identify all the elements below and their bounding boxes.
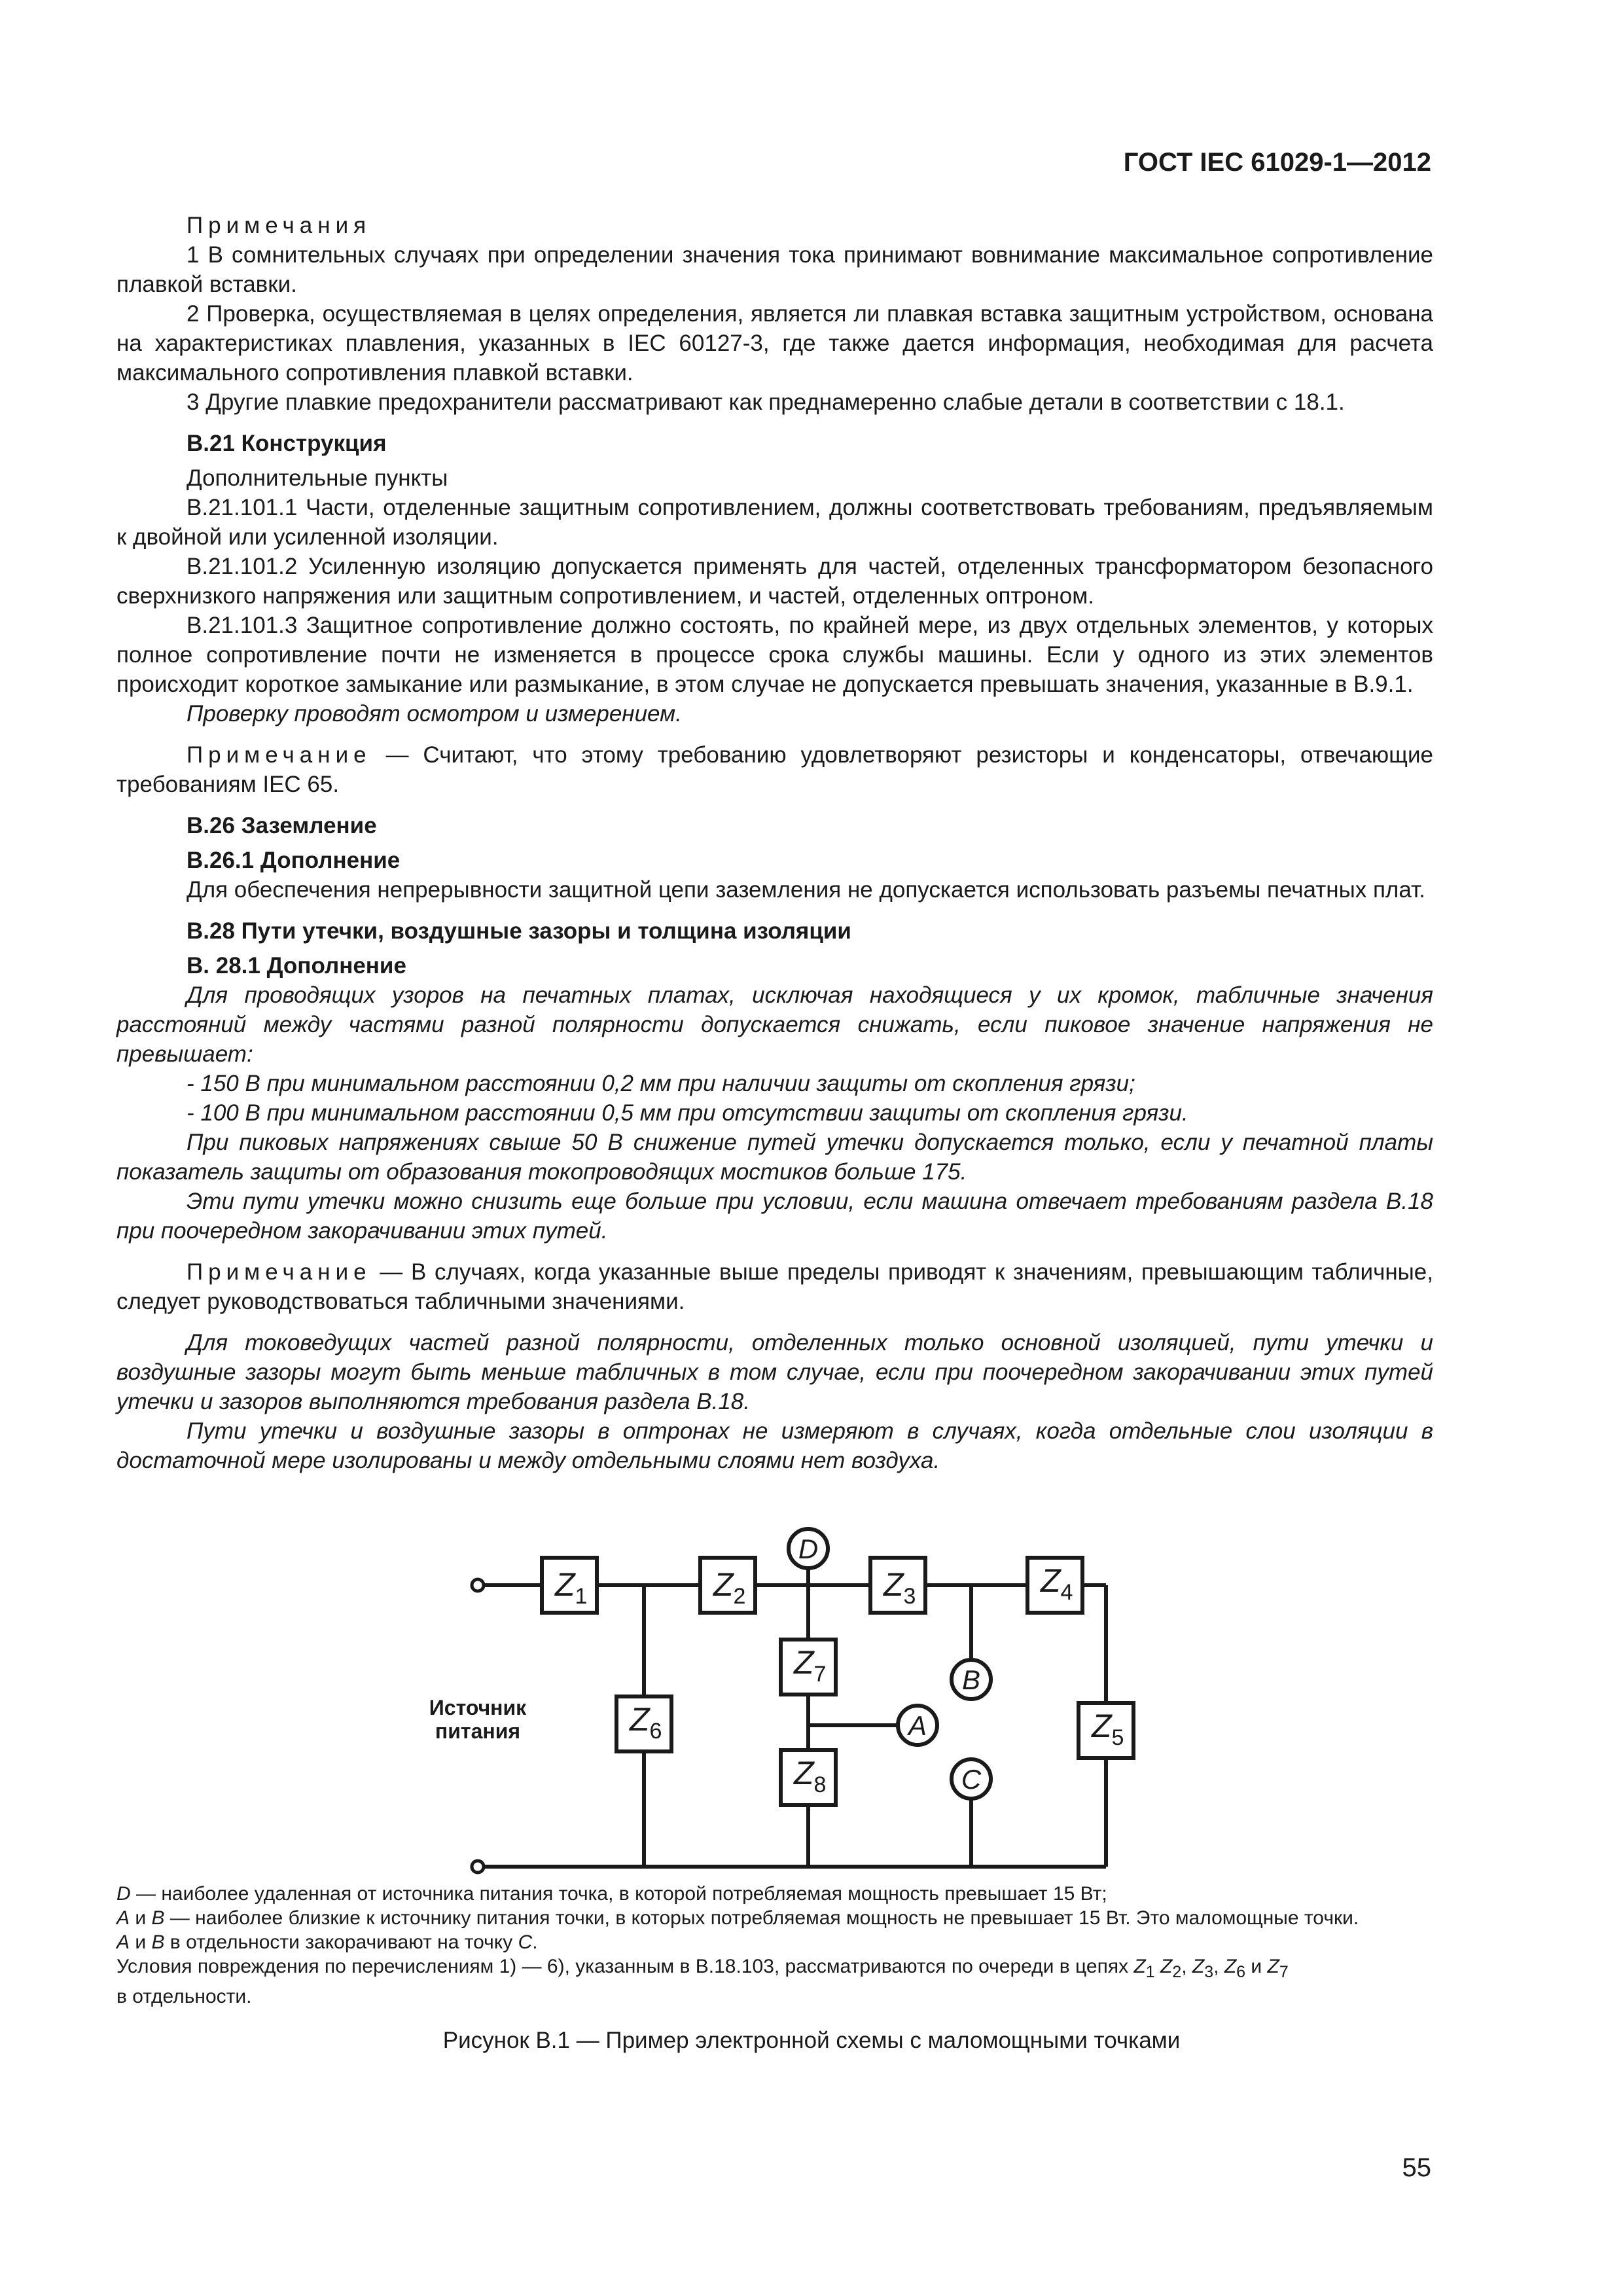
b26-text: Для обеспечения непрерывности защитной цепи заземления не допускается использовать разъемы печатных плат. [187, 877, 1425, 903]
b28-p5: Пути утечки и воздушные зазоры в оптронах не измеряют в случаях, когда отдельные слои изоляции в достаточной мере изолированы и между отдельными слоями нет воздуха. [116, 1418, 1433, 1473]
legend-short-circuit: A и B в отдельности закорачивают на точку C. [116, 1931, 538, 1953]
note-label: Примечание [187, 1259, 372, 1285]
impedance-label-z5: $Z_5$ [1092, 1708, 1124, 1750]
b28-list-item-2: - 100 В при минимальном расстоянии 0,5 мм при отсутствии защиты от скопления грязи. [187, 1100, 1188, 1126]
b21-101-1: B.21.101.1 Части, отделенные защитным сопротивлением, должны соответствовать требованиям, предъявляемым к двойной или усиленной изоляции. [116, 495, 1433, 550]
b21-101-2: B.21.101.2 Усиленную изоляцию допускается применять для частей, отделенных трансформатором безопасного сверхнизкого напряжения или защитным сопротивлением, и частей, отделенных оптроном. [116, 554, 1433, 609]
notes-title: Примечания [187, 213, 372, 238]
legend-end: в отдельности. [116, 1986, 252, 2007]
subsection-heading-b26-1: B.26.1 Дополнение [187, 848, 401, 873]
note-text: — Считают, что этому требованию удовлетворяют резисторы и конденсаторы, отвечающие требованиям IEC 65. [116, 742, 1433, 797]
impedance-label-z7: $Z_7$ [794, 1644, 827, 1687]
power-source-label-line2: питания [435, 1719, 521, 1743]
legend-d: D — наиболее удаленная от источника питания точка, в которой потребляемая мощность превышает 15 Вт; [116, 1883, 1107, 1905]
impedance-label-z8: $Z_8$ [794, 1755, 827, 1797]
point-c-label: C [961, 1764, 982, 1795]
point-b-label: B [961, 1664, 981, 1695]
note-text: — В случаях, когда указанные выше пределы приводят к значениям, превышающим табличные, следует руководствоваться табличными значениями. [116, 1259, 1433, 1314]
note-3: 3 Другие плавкие предохранители рассматривают как преднамеренно слабые детали в соответствии с 18.1. [187, 389, 1345, 415]
impedance-label-z3: $Z_3$ [883, 1566, 916, 1609]
power-source-label-line1: Источник [429, 1696, 527, 1719]
point-d-label: D [798, 1534, 819, 1564]
section-heading-b21: B.21 Конструкция [187, 431, 387, 456]
b21-101-3: B.21.101.3 Защитное сопротивление должно состоять, по крайней мере, из двух отдельных элементов, у которых полное сопротивление почти не изменяется в процессе срока службы машины. Если у одного из этих элементов происходит короткое замыкание или размыкание, в этом случае не допускается превышать значения, указанные в B.9.1. [116, 613, 1433, 697]
b28-list-item-1: - 150 В при минимальном расстоянии 0,2 мм при наличии защиты от скопления грязи; [187, 1071, 1135, 1096]
figure-title: Рисунок B.1 — Пример электронной схемы с маломощными точками [442, 2028, 1181, 2053]
page-number: 55 [1402, 2153, 1431, 2182]
impedance-label-z2: $Z_2$ [713, 1566, 746, 1609]
subsection-heading-b28-1: B. 28.1 Дополнение [187, 953, 406, 978]
legend-a-b: A и B — наиболее близкие к источнику питания точки, в которых потребляемая мощность не превышает 15 Вт. Это маломощные точки. [116, 1907, 1359, 1929]
b28-p3: Эти пути утечки можно снизить еще больше при условии, если машина отвечает требованиям раздела B.18 при поочередном закорачивании этих путей. [116, 1189, 1433, 1244]
document-header: ГОСТ IEC 61029-1—2012 [1123, 148, 1431, 177]
figure-legend [116, 1882, 1452, 2009]
impedance-label-z4: $Z_4$ [1041, 1562, 1073, 1605]
b28-p2: При пиковых напряжениях свыше 50 В снижение путей утечки допускается только, если у печатной платы показатель защиты от образования токопроводящих мостиков больше 175. [116, 1130, 1433, 1185]
section-heading-b26: B.26 Заземление [187, 813, 377, 838]
note-2: 2 Проверка, осуществляемая в целях определения, является ли плавкая вставка защитным устройством, основана на характеристиках плавления, указанных в IEC 60127-3, где также дается информация, необходимая для расчета максимального сопротивления плавкой вставки. [116, 301, 1433, 386]
b28-p4: Для токоведущих частей разной полярности, отделенных только основной изоляцией, пути утечки и воздушные зазоры могут быть меньше табличных в том случае, если при поочередном закорачивании этих путей утечки и зазоров выполняются требования раздела B.18. [116, 1330, 1433, 1414]
b21-subtitle: Дополнительные пункты [187, 465, 448, 491]
legend-fault-conditions: Условия повреждения по перечислениям 1) — 6), указанным в B.18.103, рассматриваются по очереди в цепях $Z_1$ $Z_2$, $Z_3$, $Z_6$ и $Z_7$ [116, 1956, 1289, 1981]
b21-check: Проверку проводят осмотром и измерением. [187, 701, 682, 726]
section-heading-b28: B.28 Пути утечки, воздушные зазоры и толщина изоляции [187, 918, 851, 944]
note-label: Примечание [187, 742, 372, 768]
impedance-label-z6: $Z_6$ [630, 1701, 662, 1744]
impedance-label-z1: $Z_1$ [555, 1566, 588, 1609]
b28-p1: Для проводящих узоров на печатных платах, исключая находящиеся у их кромок, табличные значения расстояний между частями разной полярности допускается снижать, если пиковое значение напряжения не превышает: [116, 982, 1433, 1067]
note-1: 1 В сомнительных случаях при определении значения тока принимают вовнимание максимальное сопротивление плавкой вставки. [116, 242, 1433, 297]
point-a-label: A [908, 1710, 927, 1741]
